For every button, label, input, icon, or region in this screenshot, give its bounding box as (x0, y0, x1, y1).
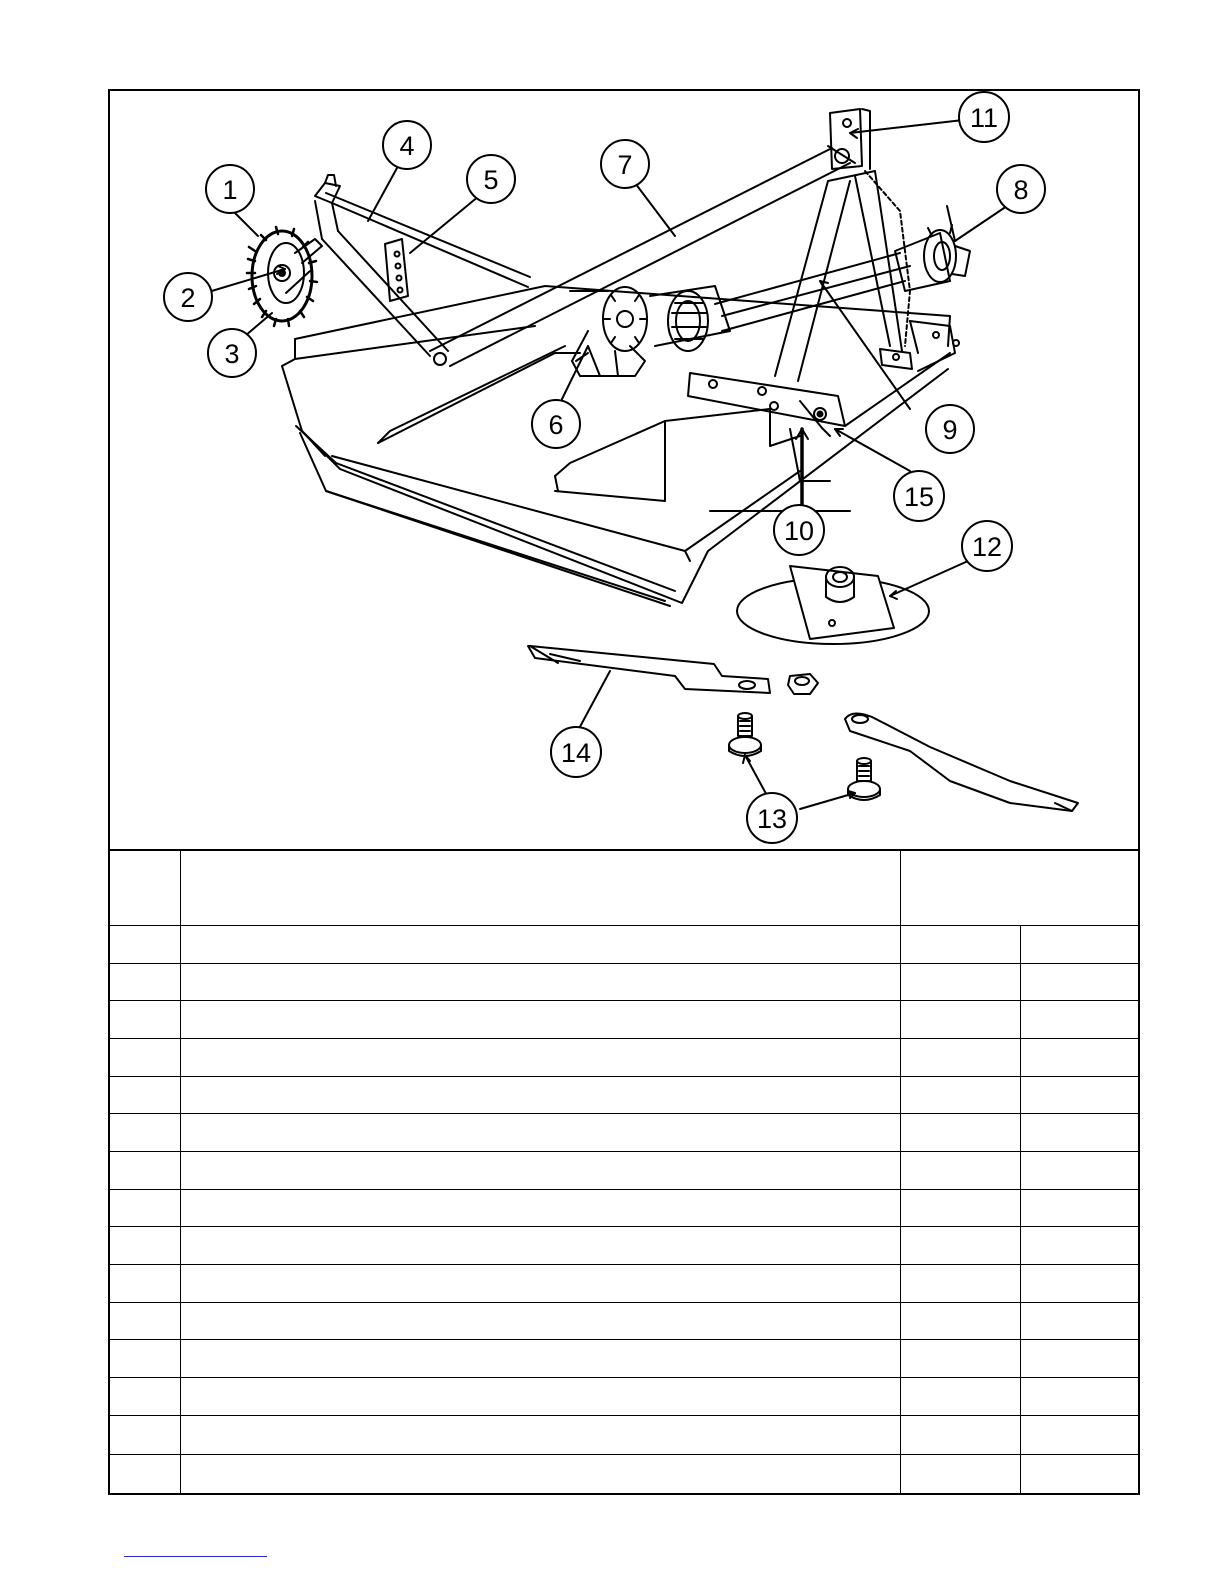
blade-right (845, 713, 1078, 811)
cell-qty-a (900, 1038, 1020, 1076)
leader-lines (205, 119, 1007, 809)
table-row (110, 1152, 1138, 1190)
cell-item (110, 1076, 180, 1114)
cell-item (110, 1378, 180, 1416)
cell-item (110, 1189, 180, 1227)
callout-3 (208, 329, 256, 377)
svg-text:1: 1 (222, 175, 238, 205)
cell-item (110, 1152, 180, 1190)
callout-6 (532, 400, 580, 448)
callout-7 (601, 140, 649, 188)
footer-link-rule[interactable] (124, 1556, 267, 1557)
cell-description (180, 1001, 900, 1039)
cell-qty-a (900, 1265, 1020, 1303)
callout-14 (551, 727, 601, 777)
callout-2 (164, 273, 212, 321)
cell-qty-b (1020, 1302, 1138, 1340)
table-row (110, 925, 1138, 963)
table-row (110, 1378, 1138, 1416)
blade-nut (788, 674, 818, 694)
cell-qty-b (1020, 1076, 1138, 1114)
blade-bolt-upper (729, 713, 761, 756)
svg-text:4: 4 (399, 131, 415, 161)
table-row (110, 1189, 1138, 1227)
table-row (110, 963, 1138, 1001)
cell-description (180, 1340, 900, 1378)
cell-item (110, 1415, 180, 1454)
cell-item (110, 963, 180, 1001)
svg-text:3: 3 (224, 339, 240, 369)
cell-description (180, 925, 900, 963)
cell-item (110, 1454, 180, 1493)
cell-qty-a (900, 1302, 1020, 1340)
rotary-cutter-exploded-view (110, 91, 1138, 849)
svg-text:8: 8 (1013, 175, 1029, 205)
blade-left (528, 646, 770, 693)
cell-description (180, 1038, 900, 1076)
cell-item (110, 1038, 180, 1076)
callout-5 (467, 155, 515, 203)
svg-text:10: 10 (783, 516, 815, 546)
svg-text:5: 5 (483, 165, 499, 195)
table-row (110, 1265, 1138, 1303)
table-row (110, 1227, 1138, 1265)
callout-1 (206, 165, 254, 213)
cell-qty-a (900, 1227, 1020, 1265)
cell-qty-a (900, 925, 1020, 963)
cell-item (110, 1227, 180, 1265)
header-quantity (900, 850, 1138, 925)
cell-qty-b (1020, 1227, 1138, 1265)
callout-4 (383, 121, 431, 169)
cell-qty-a (900, 1378, 1020, 1416)
callout-10 (774, 505, 824, 555)
cell-qty-b (1020, 1038, 1138, 1076)
cell-description (180, 1454, 900, 1493)
cell-description (180, 1076, 900, 1114)
diagram-frame (108, 89, 1140, 1495)
callout-9 (926, 405, 974, 453)
cell-description (180, 963, 900, 1001)
cell-description (180, 1265, 900, 1303)
cell-qty-a (900, 1114, 1020, 1152)
cell-qty-b (1020, 1454, 1138, 1493)
cell-qty-b (1020, 1001, 1138, 1039)
cell-item (110, 1114, 180, 1152)
cell-item (110, 1340, 180, 1378)
cell-qty-b (1020, 1152, 1138, 1190)
cell-qty-b (1020, 963, 1138, 1001)
cell-qty-b (1020, 1265, 1138, 1303)
header-item-number (110, 850, 180, 925)
cell-qty-a (900, 1415, 1020, 1454)
svg-text:14: 14 (560, 738, 592, 768)
cell-description (180, 1378, 900, 1416)
table-row (110, 1114, 1138, 1152)
parts-list-table (110, 849, 1138, 1493)
table-row (110, 1001, 1138, 1039)
svg-text:15: 15 (903, 482, 935, 512)
side-mount-plate (688, 353, 950, 481)
cell-item (110, 1001, 180, 1039)
cell-qty-a (900, 1152, 1020, 1190)
callout-11 (959, 92, 1009, 142)
cell-qty-b (1020, 925, 1138, 963)
svg-text:2: 2 (180, 283, 196, 313)
callout-15 (894, 471, 944, 521)
cell-qty-a (900, 1454, 1020, 1493)
table-row (110, 1340, 1138, 1378)
svg-text:7: 7 (617, 150, 633, 180)
table-row (110, 1302, 1138, 1340)
cell-qty-a (900, 1001, 1020, 1039)
header-description (180, 850, 900, 925)
svg-text:12: 12 (971, 532, 1003, 562)
cell-description (180, 1114, 900, 1152)
cell-qty-a (900, 1189, 1020, 1227)
table-header-row (110, 850, 1138, 925)
cell-description (180, 1302, 900, 1340)
cell-qty-b (1020, 1189, 1138, 1227)
cell-qty-b (1020, 1340, 1138, 1378)
cell-qty-a (900, 1340, 1020, 1378)
cell-description (180, 1152, 900, 1190)
svg-text:6: 6 (548, 410, 564, 440)
cell-description (180, 1227, 900, 1265)
cell-description (180, 1415, 900, 1454)
cell-item (110, 1265, 180, 1303)
cell-item (110, 925, 180, 963)
table-row (110, 1038, 1138, 1076)
cell-description (180, 1189, 900, 1227)
blade-carrier (737, 566, 929, 644)
svg-text:13: 13 (756, 804, 788, 834)
cell-qty-b (1020, 1114, 1138, 1152)
svg-text:9: 9 (942, 415, 958, 445)
table-row (110, 1454, 1138, 1493)
cell-item (110, 1302, 180, 1340)
table-row (110, 1415, 1138, 1454)
svg-text:11: 11 (969, 103, 999, 133)
cell-qty-b (1020, 1378, 1138, 1416)
callout-13 (747, 793, 797, 843)
callout-8 (997, 165, 1045, 213)
cell-qty-a (900, 963, 1020, 1001)
cell-qty-a (900, 1076, 1020, 1114)
table-row (110, 1076, 1138, 1114)
callout-12 (962, 521, 1012, 571)
cell-qty-b (1020, 1415, 1138, 1454)
